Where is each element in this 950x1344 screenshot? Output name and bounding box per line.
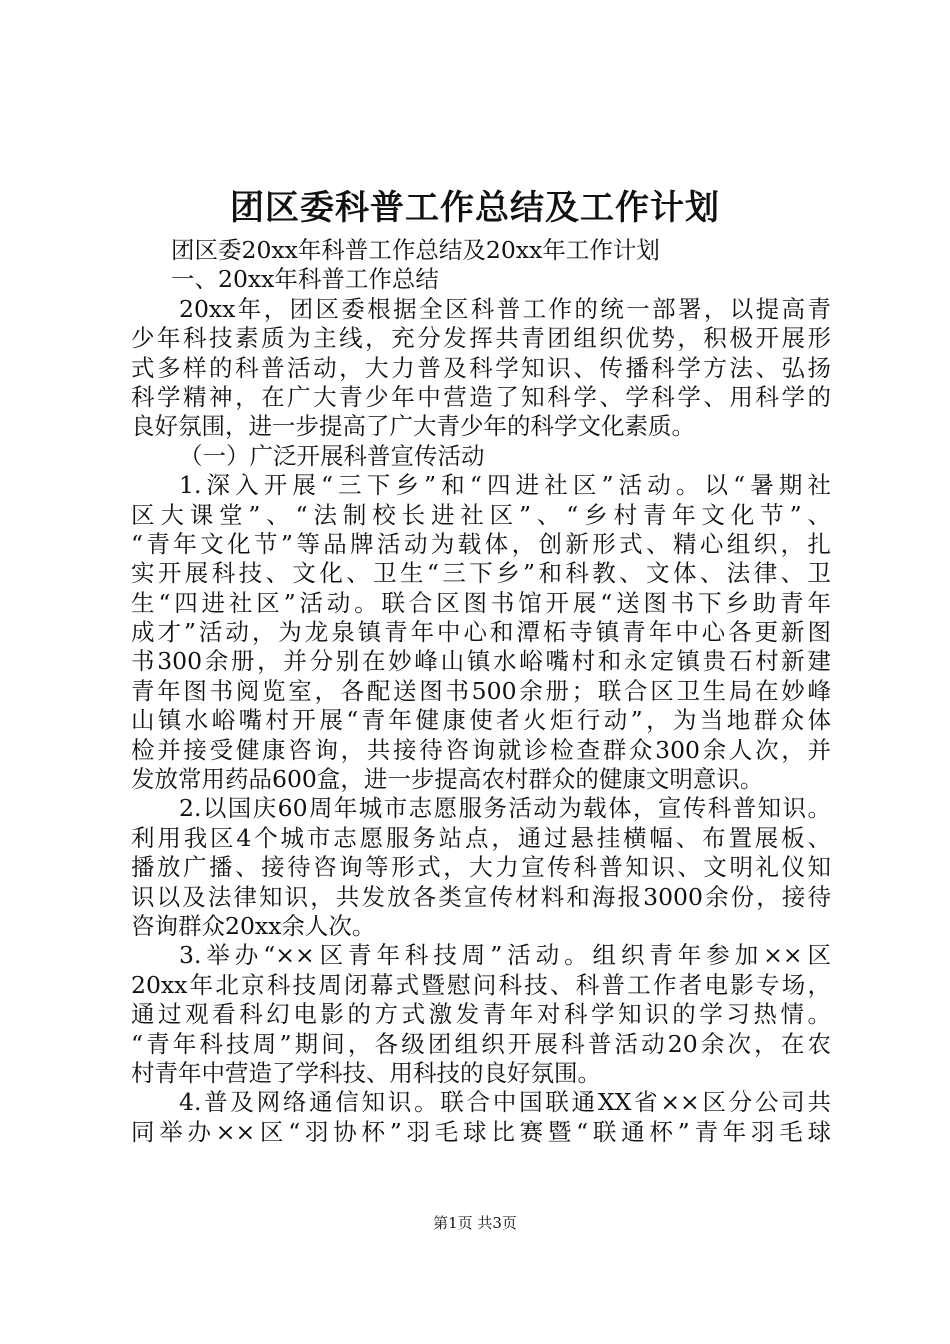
paragraph-line: 生“四进社区”活动。联合区图书馆开展“送图书下乡助青年 [131, 588, 831, 617]
paragraph-line: 区大课堂”、“法制校长进社区”、“乡村青年文化节”、 [131, 500, 831, 529]
paragraph-line: 式多样的科普活动，大力普及科学知识、传播科学方法、弘扬 [131, 353, 831, 382]
paragraph-line: 咨询群众20xx余人次。 [131, 911, 376, 940]
paragraph-line: “青年科技周”期间，各级团组织开展科普活动20余次，在农 [131, 1029, 831, 1058]
document-title: 团区委科普工作总结及工作计划 [230, 188, 720, 228]
paragraph-line: 识以及法律知识，共发放各类宣传材料和海报3000余份，接待 [131, 882, 831, 911]
paragraph-line: 20xx年，团区委根据全区科普工作的统一部署，以提高青 [179, 294, 831, 323]
paragraph-line: 同举办××区“羽协杯”羽毛球比赛暨“联通杯”青年羽毛球 [131, 1117, 831, 1146]
paragraph-line: 村青年中营造了学科技、用科技的良好氛围。 [131, 1058, 601, 1087]
paragraph-line: “青年文化节”等品牌活动为载体，创新形式、精心组织，扎 [131, 529, 831, 558]
paragraph-line: 实开展科技、文化、卫生“三下乡”和科教、文体、法律、卫 [131, 559, 831, 588]
paragraph-line: 发放常用药品600盒，进一步提高农村群众的健康文明意识。 [131, 765, 764, 794]
paragraph-line: 1.深入开展“三下乡”和“四进社区”活动。以“暑期社 [179, 471, 831, 500]
paragraph-line: 通过观看科幻电影的方式激发青年对科学知识的学习热情。 [131, 1000, 831, 1029]
paragraph-line: 20xx年北京科技周闭幕式暨慰问科技、科普工作者电影专场， [131, 970, 831, 999]
paragraph-line: 团区委20xx年科普工作总结及20xx年工作计划 [171, 236, 660, 264]
paragraph-line: 山镇水峪嘴村开展“青年健康使者火炬行动”，为当地群众体 [131, 706, 831, 735]
paragraph-line: 成才”活动，为龙泉镇青年中心和潭柘寺镇青年中心各更新图 [131, 618, 831, 647]
paragraph-line: 3.举办“××区青年科技周”活动。组织青年参加××区 [179, 941, 831, 970]
paragraph-line: 青年图书阅览室，各配送图书500余册；联合区卫生局在妙峰 [131, 676, 831, 705]
paragraph-line: 检并接受健康咨询，共接待咨询就诊检查群众300余人次，并 [131, 735, 831, 764]
paragraph-line: 一、20xx年科普工作总结 [171, 265, 439, 294]
paragraph-line: 播放广播、接待咨询等形式，大力宣传科普知识、文明礼仪知 [131, 853, 831, 882]
paragraph-line: （一）广泛开展科普宣传活动 [179, 441, 485, 470]
document-body [131, 236, 831, 1147]
paragraph-line: 良好氛围，进一步提高了广大青少年的科学文化素质。 [131, 412, 695, 441]
paragraph-line: 2.以国庆60周年城市志愿服务活动为载体，宣传科普知识。 [179, 794, 831, 823]
paragraph-line: 少年科技素质为主线，充分发挥共青团组织优势，积极开展形 [131, 324, 831, 353]
page-footer: 第1页 共3页 [433, 1214, 517, 1232]
paragraph-line: 科学精神，在广大青少年中营造了知科学、学科学、用科学的 [131, 382, 831, 411]
paragraph-line: 4.普及网络通信知识。联合中国联通XX省××区分公司共 [179, 1088, 831, 1117]
paragraph-line: 书300余册，并分别在妙峰山镇水峪嘴村和永定镇贵石村新建 [131, 647, 831, 676]
paragraph-line: 利用我区4个城市志愿服务站点，通过悬挂横幅、布置展板、 [131, 823, 831, 852]
